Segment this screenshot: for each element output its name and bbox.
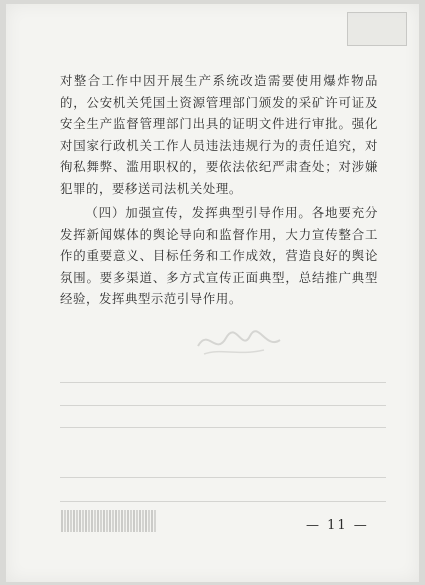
document-page <box>6 4 419 582</box>
show-through-table <box>60 382 386 503</box>
paragraph-1: 对整合工作中因开展生产系统改造需要使用爆炸物品的，公安机关凭国土资源管理部门颁发的采矿许可证及安全生产监督管理部门出具的证明文件进行审批。强化对国家行政机关工作人员违法违规行为的责任追究，对徇私舞弊、滥用职权的，要依法依纪严肃查处；对涉嫌犯罪的，要移送司法机关处理。 <box>60 73 378 196</box>
show-through-signature <box>194 322 284 362</box>
show-through-barcode <box>61 510 157 532</box>
paragraph-2 <box>60 202 378 310</box>
paragraph-2-text: （四）加强宣传，发挥典型引导作用。各地要充分发挥新闻媒体的舆论导向和监督作用，大力宣传整合工作的重要意义、目标任务和工作成效，营造良好的舆论氛围。要多渠道、多方式宣传正面典型，总结推广典型经验，发挥典型示范引导作用。 <box>60 205 378 306</box>
page-number: — 11 — <box>306 518 369 533</box>
body-text <box>60 70 378 310</box>
show-through-stamp <box>347 12 407 46</box>
